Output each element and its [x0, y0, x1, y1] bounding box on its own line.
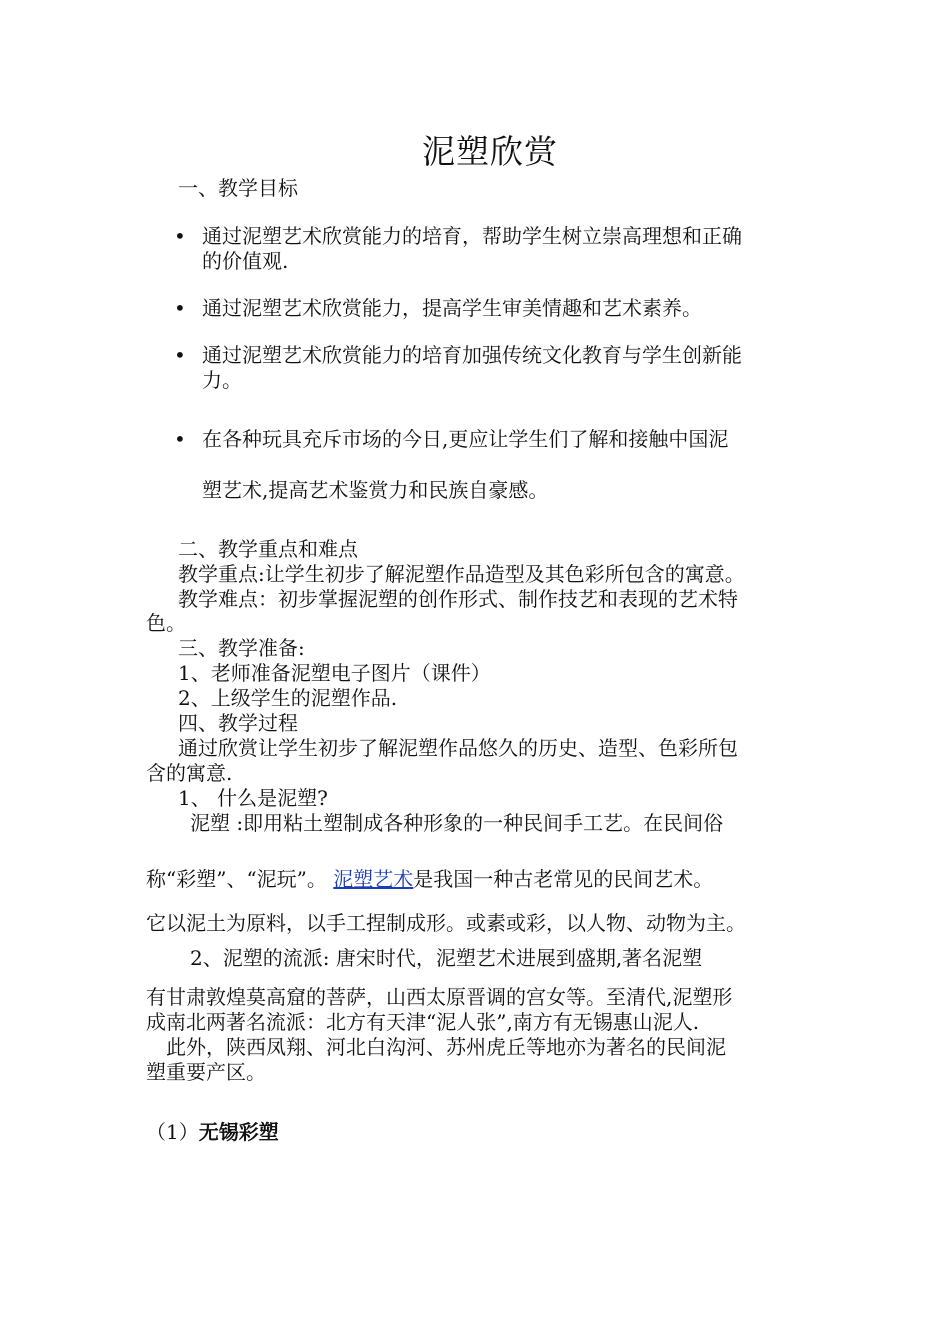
process-line-2: 含的寓意.: [146, 761, 233, 785]
goal-3-line-2: 力。: [202, 368, 242, 392]
goal-4-line-1: 在各种玩具充斥市场的今日,更应让学生们了解和接触中国泥: [202, 427, 729, 451]
section-heading-process: 四、教学过程: [178, 711, 298, 735]
prep-item-2: 2、上级学生的泥塑作品.: [178, 686, 398, 710]
subheading-wuxi: [146, 1120, 279, 1144]
schools-line-4: 此外，陕西凤翔、河北白沟河、苏州虎丘等地亦为著名的民间泥: [166, 1035, 726, 1059]
definition-line-2: [146, 867, 713, 891]
document-title: 泥塑欣赏: [422, 132, 558, 171]
subheading-label: 无锡彩塑: [198, 1120, 279, 1144]
schools-line-3: 成南北两著名流派：北方有天津“泥人张”,南方有无锡惠山泥人.: [146, 1010, 700, 1034]
definition-line-2-start: 称“彩塑”、“泥玩”。: [146, 867, 334, 891]
goal-3-line-1: 通过泥塑艺术欣赏能力的培育加强传统文化教育与学生创新能: [202, 343, 742, 367]
definition-line-1: 泥塑 :即用粘土塑制成各种形象的一种民间手工艺。在民间俗: [190, 811, 724, 835]
key-point-text: 教学重点:让学生初步了解泥塑作品造型及其色彩所包含的寓意。: [178, 562, 745, 586]
subheading-number: （1）: [146, 1120, 199, 1144]
definition-line-3: 它以泥土为原料，以手工捏制成形。或素或彩，以人物、动物为主。: [146, 911, 746, 935]
question-what-is-clay: 1、 什么是泥塑?: [178, 786, 328, 810]
definition-line-2-end: 是我国一种古老常见的民间艺术。: [413, 867, 714, 891]
prep-item-1: 1、老师准备泥塑电子图片（课件）: [178, 661, 491, 685]
bullet-icon: •: [174, 343, 186, 367]
section-heading-goals: 一、教学目标: [178, 176, 298, 200]
schools-line-1: 2、泥塑的流派: 唐宋时代，泥塑艺术进展到盛期,著名泥塑: [190, 946, 703, 970]
difficulty-line-2: 色。: [146, 611, 186, 635]
clay-art-link[interactable]: 泥塑艺术: [333, 867, 414, 891]
goal-1-line-2: 的价值观.: [202, 249, 289, 273]
goal-1-line-1: 通过泥塑艺术欣赏能力的培育，帮助学生树立崇高理想和正确: [202, 224, 742, 248]
bullet-icon: •: [174, 224, 186, 248]
difficulty-line-1: 教学难点：初步掌握泥塑的创作形式、制作技艺和表现的艺术特: [178, 587, 738, 611]
section-heading-preparation: 三、教学准备:: [178, 636, 305, 660]
goal-4-line-2: 塑艺术,提高艺术鉴赏力和民族自豪感。: [202, 478, 549, 502]
process-line-1: 通过欣赏让学生初步了解泥塑作品悠久的历史、造型、色彩所包: [178, 736, 738, 760]
bullet-icon: •: [174, 296, 186, 320]
bullet-icon: •: [174, 427, 186, 451]
section-heading-key-points: 二、教学重点和难点: [178, 537, 358, 561]
goal-2-line-1: 通过泥塑艺术欣赏能力，提高学生审美情趣和艺术素养。: [202, 296, 702, 320]
schools-line-2: 有甘肃敦煌莫高窟的菩萨，山西太原晋调的宫女等。至清代,泥塑形: [146, 985, 733, 1009]
schools-line-5: 塑重要产区。: [146, 1060, 266, 1084]
